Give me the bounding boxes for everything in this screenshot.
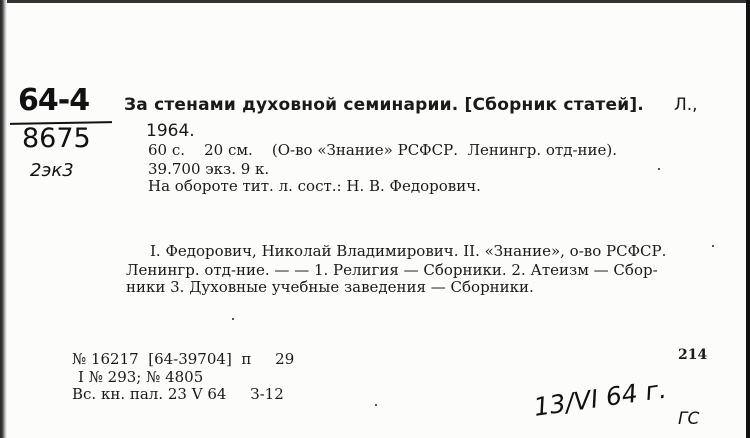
speck — [232, 318, 234, 320]
card-number: 214 — [678, 347, 708, 363]
card-left-edge — [0, 0, 7, 438]
registry-line-1: № 16217 [64-39704] п 29 — [72, 350, 295, 368]
handwritten-date: 13/VI 64 г. — [531, 374, 669, 422]
handwritten-mark: ГС — [678, 409, 700, 429]
card-top-edge — [0, 0, 750, 3]
speck — [375, 404, 377, 406]
card-right-edge — [746, 0, 750, 438]
shelfmark-bottom: 8675 — [22, 123, 91, 154]
entry-year: 1964. — [146, 121, 195, 141]
registry-line-2: I № 293; № 4805 — [78, 368, 204, 386]
shelfmark-top: 64-4 — [18, 83, 90, 118]
entry-city: Л., — [674, 95, 698, 115]
subject-headings-line-3: ники 3. Духовные учебные заведения — Сборники. — [126, 278, 534, 296]
entry-note: На обороте тит. л. сост.: Н. В. Федорович. — [148, 177, 481, 195]
subject-headings-line-1: I. Федорович, Николай Владимирович. II. «Знание», о-во РСФСР. — [150, 242, 667, 260]
speck — [712, 245, 714, 247]
speck — [658, 168, 660, 170]
entry-print-run: 39.700 экз. 9 к. — [148, 160, 270, 178]
entry-physical-description: 60 с. 20 см. (О-во «Знание» РСФСР. Ленингр. отд-ние). — [148, 141, 618, 159]
subject-headings-line-2: Ленингр. отд-ние. — — 1. Религия — Сборники. 2. Атеизм — Сбор- — [126, 261, 658, 279]
entry-title: За стенами духовной семинарии. [Сборник статей]. — [124, 95, 644, 115]
registry-line-3: Вс. кн. пал. 23 V 64 З-12 — [72, 385, 284, 403]
shelfmark-note: 2эк3 — [30, 160, 74, 181]
